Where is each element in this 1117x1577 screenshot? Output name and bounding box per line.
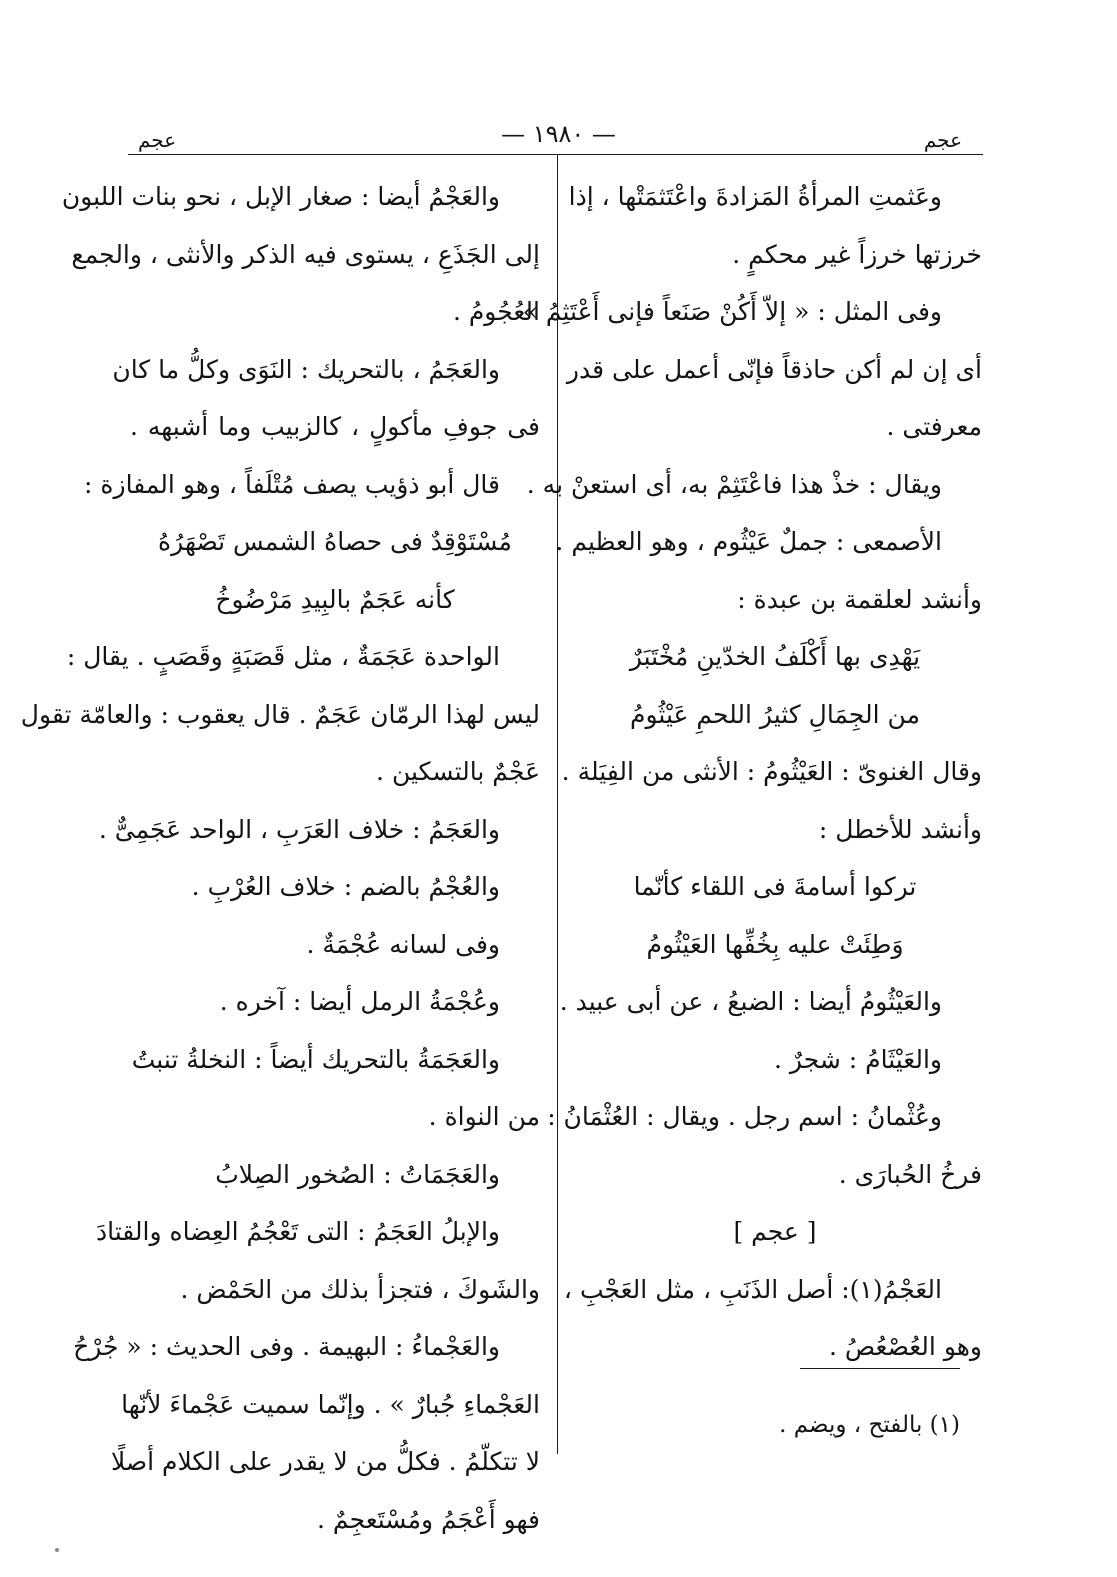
text-line: لا تتكلّمُ . فكلُّ من لا يقدر على الكلام أصلًا bbox=[110, 1447, 540, 1476]
text-line: وعُثْمانُ : اسم رجل . ويقال : العُثْمَانُ : bbox=[547, 1102, 942, 1131]
text-line: والعَيْثُومُ أيضا : الضبعُ ، عن أبى عبيد . bbox=[559, 987, 942, 1016]
text-line: والعَجَمَاتُ : الصُخور الصِلابُ bbox=[215, 1159, 500, 1189]
text-line: والعَجَمُ ، بالتحريك : النَوَى وكلُّ ما كان bbox=[112, 354, 500, 384]
text-line: وفى لسانه عُجْمَةٌ . bbox=[306, 929, 500, 959]
left-column bbox=[20, 168, 540, 1548]
text-line: من النواة . bbox=[428, 1102, 540, 1131]
header-keyword-left: عجم bbox=[138, 128, 177, 152]
text-line: أى إن لم أكن حاذقاً فإنّى أعمل على قدر bbox=[566, 354, 982, 384]
text-line: ليس لهذا الرمّان عَجَمٌ . قال يعقوب : والعامّة تقول bbox=[20, 699, 540, 729]
text-line: وقال الغنوىّ : العَيْثُومُ : الأنثى من الفِيَلة . bbox=[561, 757, 982, 786]
verse-line: وَطِئَتْ عليه بِخُفِّها العَيْثُومُ bbox=[646, 929, 904, 959]
page-speck bbox=[55, 1548, 59, 1552]
header-rule bbox=[128, 154, 983, 155]
text-line: والإبلُ العَجَمُ : التى تَعْجُمُ العِضاه والقتادَ bbox=[95, 1217, 500, 1246]
text-line: فرخُ الحُبارَى . bbox=[838, 1159, 982, 1189]
verse-line: مُسْتَوْقِدٌ فى حصاهُ الشمس تَصْهَرُهُ bbox=[158, 527, 512, 556]
text-line: فى جوفِ مأكولٍ ، كالزبيب وما أشبهه . bbox=[130, 412, 540, 441]
text-line: وعَثمتِ المرأةُ المَزادةَ واعْتَثمَتْها ، إذا bbox=[568, 182, 942, 211]
text-line: والعَيْثَامُ : شجرٌ . bbox=[774, 1044, 942, 1074]
footnote-rule bbox=[800, 1368, 960, 1369]
text-line: العَجْماءِ جُبارٌ » . وإنّما سميت عَجْماءَ لأنّها bbox=[121, 1389, 540, 1419]
verse-line: من الجِمَالِ كثيرُ اللحمِ عَيْثُومُ bbox=[630, 699, 920, 729]
verse-line: يَهْدِى بها أَكْلَفُ الخدّينِ مُخْتَبَرٌ bbox=[629, 642, 921, 671]
page-number: — ١٩٨٠ — bbox=[501, 120, 616, 148]
entry-heading: [ عجم ] bbox=[733, 1217, 817, 1246]
text-line: وعُجْمَةُ الرمل أيضا : آخره . bbox=[219, 987, 500, 1016]
text-line: والشَوكَ ، فتجزأ بذلك من الحَمْض . bbox=[180, 1274, 540, 1304]
text-line: الأصمعى : جملٌ عَيْثُوم ، وهو العظيم . bbox=[555, 527, 942, 556]
text-line: عَجْمٌ بالتسكين . bbox=[376, 757, 540, 786]
verse-line: تركوا أسامةَ فى اللقاء كأنّما bbox=[633, 872, 917, 901]
verse-line: كأنه عَجَمٌ بالبِيدِ مَرْضُوخُ bbox=[215, 584, 455, 614]
text-line: والعُجْمُ بالضم : خلاف العُرْبِ . bbox=[191, 872, 500, 901]
text-line: قال أبو ذؤيب يصف مُتْلَفاً ، وهو المفازة : bbox=[84, 469, 500, 499]
text-line: والعَجْمُ أيضا : صغار الإبل ، نحو بنات اللبون bbox=[61, 182, 500, 211]
text-line: العُجُومُ . bbox=[452, 297, 540, 326]
text-line: والعَجَمُ : خلاف العَرَبِ ، الواحد عَجَمِىٌّ . bbox=[98, 814, 500, 844]
text-line: الواحدة عَجَمَةٌ ، مثل قَصَبَةٍ وقَصَبٍ . يقال : bbox=[66, 642, 500, 671]
text-line: وأنشد لعلقمة بن عبدة : bbox=[737, 584, 982, 614]
text-line: وفى المثل : « إلاّ أَكُنْ صَنَعاً فإنى أَعْتَثِمُ » bbox=[522, 297, 942, 326]
text-line: والعَجَمَةُ بالتحريك أيضاً : النخلةُ تنبتُ bbox=[131, 1044, 500, 1074]
text-line: خرزتها خرزاً غير محكمٍ . bbox=[732, 239, 982, 269]
text-line: والعَجْماءُ : البهيمة . وفى الحديث : « جُرْحُ bbox=[73, 1332, 500, 1361]
text-line: وأنشد للأخطل : bbox=[818, 814, 982, 844]
text-line: وهو العُصْعُصُ . bbox=[828, 1332, 982, 1361]
text-line: فهو أَعْجَمُ ومُسْتَعجِمٌ . bbox=[317, 1504, 540, 1534]
text-line: إلى الجَذَعِ ، يستوى فيه الذكر والأنثى ، والجمع bbox=[71, 239, 540, 269]
footnote: (١) بالفتح ، ويضم . bbox=[779, 1412, 960, 1438]
column-divider bbox=[557, 154, 558, 1454]
header-keyword-right: عجم bbox=[923, 128, 962, 152]
right-column bbox=[522, 168, 982, 1376]
text-line: ويقال : خذْ هذا فاعْتَثِمْ به، أى استعنْ به . bbox=[526, 469, 942, 499]
text-line: معرفتى . bbox=[886, 412, 982, 441]
text-line: العَجْمُ(١): أصل الذَنَبِ ، مثل العَجْبِ ، bbox=[563, 1274, 942, 1304]
